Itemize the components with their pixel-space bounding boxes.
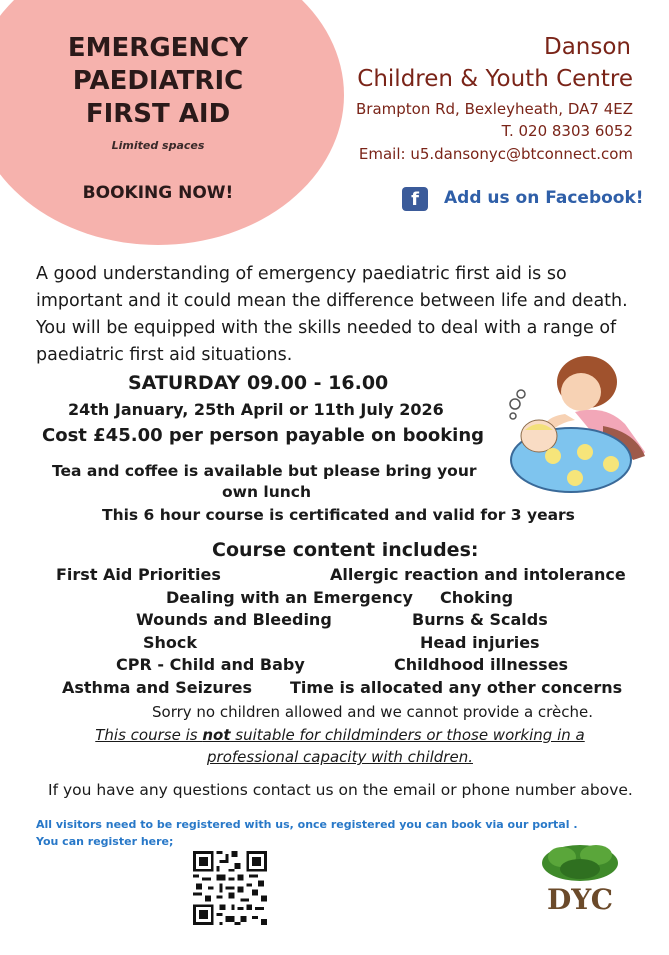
course-item: Time is allocated any other concerns <box>290 678 623 697</box>
registration-line1: All visitors need to be registered with us, once registered you can book via our portal . <box>36 818 578 831</box>
registration-line2: You can register here; <box>36 835 174 848</box>
session-cost: Cost £45.00 per person payable on booking <box>42 425 485 446</box>
not-suitable-part-a: This course is <box>95 726 203 744</box>
course-item: Dealing with an Emergency <box>166 588 413 607</box>
course-item: Wounds and Bleeding <box>136 610 332 629</box>
course-item: CPR - Child and Baby <box>116 655 305 674</box>
course-item: First Aid Priorities <box>56 565 221 584</box>
no-children-note: Sorry no children allowed and we cannot provide a crèche. <box>152 703 593 721</box>
certificate-note: This 6 hour course is certificated and valid for 3 years <box>102 506 575 524</box>
org-email[interactable]: Email: u5.dansonyc@btconnect.com <box>358 145 633 163</box>
booking-now: BOOKING NOW! <box>82 183 234 203</box>
intro-paragraph: A good understanding of emergency paediatric first aid is so important and it could mean the difference between life and death. You will be equipped with the skills needed to deal with a range of paediatric first aid situations. <box>36 264 628 365</box>
org-name-line1: Danson <box>543 34 631 60</box>
session-time: SATURDAY 09.00 - 16.00 <box>128 372 389 394</box>
not-suitable-line2: professional capacity with children. <box>207 748 473 766</box>
course-item: Burns & Scalds <box>412 610 548 629</box>
session-dates: 24th January, 25th April or 11th July 2026 <box>68 400 444 419</box>
facebook-link[interactable]: Add us on Facebook! <box>444 188 644 208</box>
course-item: Choking <box>440 588 514 607</box>
refreshments-line2: own lunch <box>222 483 312 501</box>
org-name-line2: Children & Youth Centre <box>357 66 633 92</box>
org-phone: T. 020 8303 6052 <box>501 122 633 140</box>
course-item: Allergic reaction and intolerance <box>330 565 626 584</box>
course-item: Childhood illnesses <box>394 655 569 674</box>
course-item: Shock <box>143 633 198 652</box>
mother-baby-illustration <box>505 352 651 500</box>
facebook-icon[interactable]: f <box>402 187 428 211</box>
org-address: Brampton Rd, Bexleyheath, DA7 4EZ <box>355 100 633 118</box>
course-item: Head injuries <box>420 633 540 652</box>
tree-logo-icon <box>540 843 620 915</box>
course-heading: Course content includes: <box>212 539 479 561</box>
not-suitable-emphasis: not <box>202 726 231 744</box>
promo-subtitle: Limited spaces <box>111 139 205 152</box>
promo-title: EMERGENCY PAEDIATRIC FIRST AID <box>67 33 249 129</box>
course-item: Asthma and Seizures <box>62 678 253 697</box>
not-suitable-part-c: suitable for childminders or those working in a <box>230 726 585 744</box>
qr-code-icon[interactable] <box>193 851 267 925</box>
refreshments-line1: Tea and coffee is available but please bring your <box>52 462 477 480</box>
not-suitable-line1 <box>40 726 640 744</box>
contact-note: If you have any questions contact us on the email or phone number above. <box>48 781 633 799</box>
logo-text: DYC <box>546 883 614 915</box>
